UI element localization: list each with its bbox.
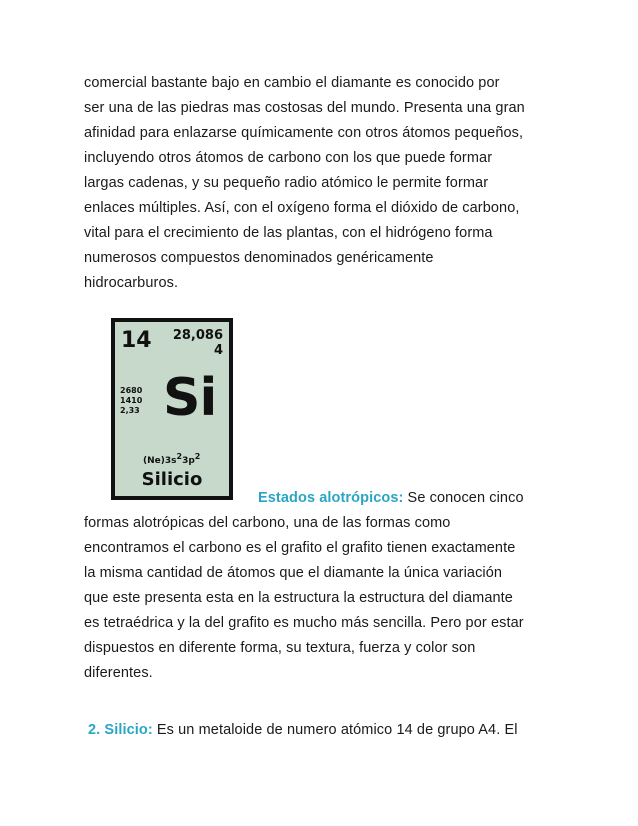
text-line: es tetraédrica y la del grafito es mucho más sencilla. Pero por estar <box>84 615 524 631</box>
element-name: Silicio <box>141 469 203 490</box>
text-line: diferentes. <box>84 665 153 681</box>
text-line: enlaces múltiples. Así, con el oxígeno forma el dióxido de carbono, <box>84 200 520 216</box>
text-line: ser una de las piedras mas costosas del mundo. Presenta una gran <box>84 100 525 116</box>
text-line: afinidad para enlazarse químicamente con otros átomos pequeños, <box>84 125 524 141</box>
estados-first-line <box>258 489 524 507</box>
config-base: (Ne)3s <box>143 456 177 466</box>
estados-heading: Estados alotrópicos: <box>258 490 404 506</box>
atomic-mass: 28,086 <box>172 328 223 343</box>
atomic-number: 14 <box>121 328 152 353</box>
text-line: comercial bastante bajo en cambio el diamante es conocido por <box>84 75 500 91</box>
text-line: encontramos el carbono es el grafito el grafito tienen exactamente <box>84 540 516 556</box>
element-symbol: Si <box>163 368 217 428</box>
atomic-mass-block <box>173 328 223 358</box>
text-line: vital para el crecimiento de las plantas, con el hidrógeno forma <box>84 225 493 241</box>
property-value: 1410 <box>120 396 143 405</box>
element-properties <box>120 386 142 416</box>
text-line: dispuestos en diferente forma, su textura, fuerza y color son <box>84 640 476 656</box>
config-p: 3p <box>182 456 195 466</box>
text-line: formas alotrópicas del carbono, una de las formas como <box>84 515 451 531</box>
electron-configuration <box>143 452 200 466</box>
property-value: 2,33 <box>120 406 140 415</box>
text-line: hidrocarburos. <box>84 275 179 291</box>
section-2-heading: 2. Silicio: <box>88 722 153 738</box>
silicon-element-tile <box>111 318 233 500</box>
text-line: incluyendo otros átomos de carbono con los que puede formar <box>84 150 493 166</box>
text-line: largas cadenas, y su pequeño radio atómico le permite formar <box>84 175 489 191</box>
property-value: 2680 <box>120 386 143 395</box>
valence: 4 <box>213 343 223 358</box>
text-line: que este presenta esta en la estructura la estructura del diamante <box>84 590 513 606</box>
text-line: numerosos compuestos denominados genéricamente <box>84 250 434 266</box>
section-2-text: Es un metaloide de numero atómico 14 de grupo A4. El <box>152 722 518 738</box>
config-p-exponent: 2 <box>194 452 201 461</box>
section-2-line <box>88 721 518 739</box>
text-line: la misma cantidad de átomos que el diamante la única variación <box>84 565 503 581</box>
estados-first-line-text: Se conocen cinco <box>403 490 524 506</box>
config-s-exponent: 2 <box>176 452 183 461</box>
